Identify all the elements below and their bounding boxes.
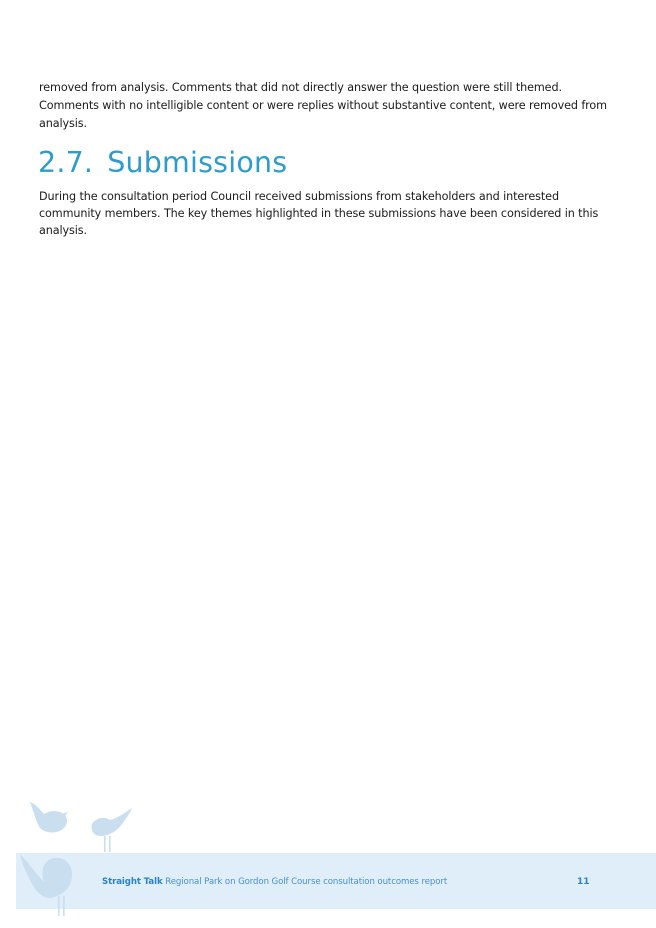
bird-silhouettes-icon — [0, 790, 150, 928]
submissions-paragraph: During the consultation period Council received submissions from stakeholders and interested community members. The key themes highlighted in these submissions have been considered in this analysis. — [39, 190, 599, 237]
footer-report-title — [102, 876, 447, 888]
section-heading — [38, 143, 287, 183]
page-number: 11 — [577, 877, 590, 887]
section-title: Submissions — [107, 146, 288, 179]
footer-brand: Straight Talk — [102, 877, 163, 887]
section-number: 2.7. — [38, 146, 94, 179]
footer-report-name: Regional Park on Gordon Golf Course consultation outcomes report — [165, 877, 448, 887]
intro-paragraph: removed from analysis. Comments that did not directly answer the question were still themed. Comments with no intelligible content or were replies without substantive content, were removed from analysis. — [39, 81, 607, 130]
